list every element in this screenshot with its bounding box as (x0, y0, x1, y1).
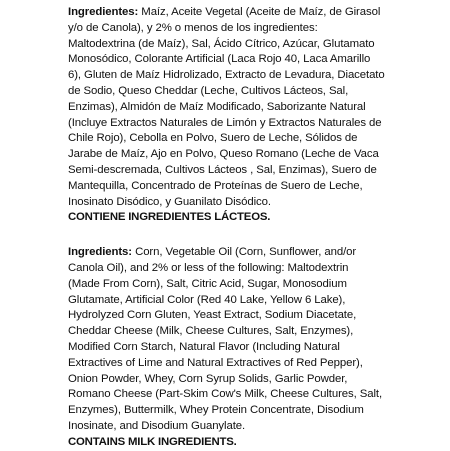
english-first-line (68, 245, 384, 261)
spanish-ingredient-line: Semi-descremada, Cultivos Lácteos , Sal, Enzimas), Suero de (68, 163, 377, 176)
spanish-allergen-statement: CONTIENE INGREDIENTES LÁCTEOS. (68, 211, 271, 224)
english-ingredient-line: Onion Powder, Whey, Corn Syrup Solids, Garlic Powder, (68, 372, 348, 385)
english-ingredients-heading: Ingredients: (68, 246, 132, 259)
english-allergen-statement: CONTAINS MILK INGREDIENTS. (68, 435, 237, 448)
english-ingredient-text: Corn, Vegetable Oil (Corn, Sunflower, and/or (132, 246, 357, 259)
english-ingredient-line: Cheddar Cheese (Milk, Cheese Cultures, Salt, Enzymes), (68, 325, 354, 338)
spanish-ingredient-line: 6), Gluten de Maíz Hidrolizado, Extracto de Levadura, Diacetato (68, 69, 385, 82)
spanish-ingredient-line: y/o de Canola), y 2% o menos de los ingredientes: (68, 21, 318, 34)
english-ingredient-line: Inosinate, and Disodium Guanylate. (68, 419, 246, 432)
english-ingredient-line: Canola Oil), and 2% or less of the following: Maltodextrin (68, 261, 349, 274)
spanish-ingredient-line: Enzimas), Almidón de Maíz Modificado, Saborizante Natural (68, 100, 366, 113)
english-ingredient-line: Romano Cheese (Part-Skim Cow's Milk, Cheese Cultures, Salt, (68, 388, 383, 401)
english-ingredients-section (68, 245, 384, 450)
english-ingredient-line: Glutamate, Artificial Color (Red 40 Lake, Yellow 6 Lake), (68, 293, 346, 306)
spanish-ingredient-line: Mantequilla, Concentrado de Proteínas de Suero de Leche, (68, 179, 363, 192)
english-ingredient-line: Extractives of Lime and Natural Extractives of Red Pepper), (68, 356, 363, 369)
spanish-ingredients-heading: Ingredientes: (68, 6, 139, 18)
spanish-ingredient-line: de Sodio, Queso Cheddar (Leche, Cultivos Lácteos, Sal, (68, 84, 349, 97)
spanish-ingredient-text: Maíz, Aceite Vegetal (Aceite de Maíz, de Girasol (138, 6, 381, 18)
spanish-ingredient-line: (Incluye Extractos Naturales de Limón y Extractos Naturales de (68, 116, 382, 129)
spanish-ingredients-section (68, 5, 384, 226)
spanish-ingredient-line: Inosinato Disódico, y Guanilato Disódico. (68, 195, 271, 208)
spanish-ingredient-line: Monosódico, Colorante Artificial (Laca Rojo 40, Laca Amarillo (68, 53, 371, 66)
english-ingredient-line: Hydrolyzed Corn Gluten, Yeast Extract, Sodium Diacetate, (68, 309, 357, 322)
english-ingredient-line: Modified Corn Starch, Natural Flavor (Including Natural (68, 340, 340, 353)
spanish-first-line (68, 5, 384, 21)
spanish-ingredient-line: Jarabe de Maíz, Ajo en Polvo, Queso Romano (Leche de Vaca (68, 148, 379, 161)
ingredients-label (68, 5, 384, 451)
english-ingredient-line: Enzymes), Buttermilk, Whey Protein Concentrate, Disodium (68, 404, 364, 417)
spanish-ingredient-line: Chile Rojo), Cebolla en Polvo, Suero de Leche, Sólidos de (68, 132, 358, 145)
spanish-ingredient-line: Maltodextrina (de Maíz), Sal, Ácido Cítrico, Azúcar, Glutamato (68, 37, 375, 50)
english-ingredient-line: (Made From Corn), Salt, Citric Acid, Sugar, Monosodium (68, 277, 347, 290)
